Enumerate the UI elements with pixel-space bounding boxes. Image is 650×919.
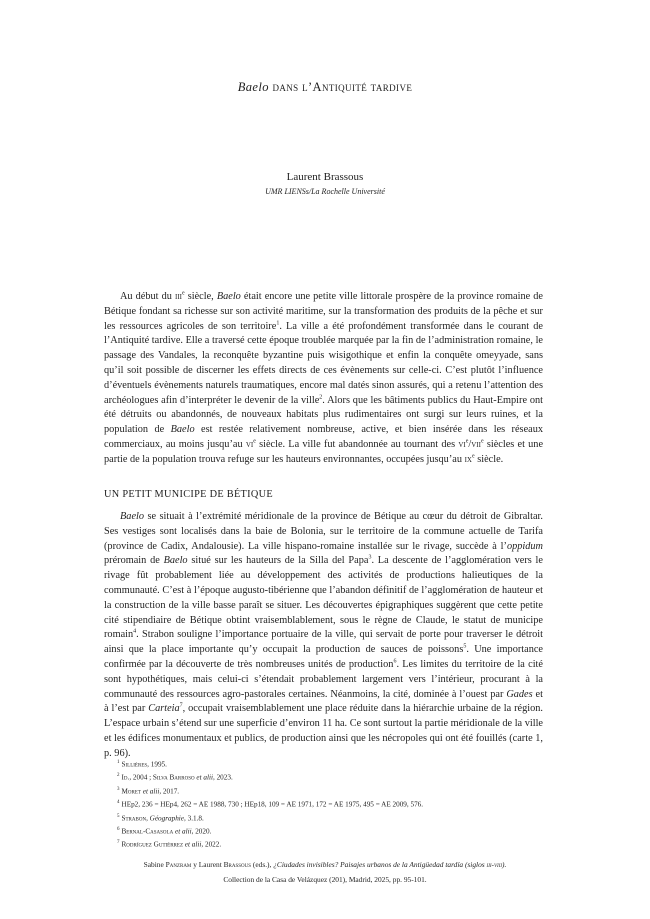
text: y Laurent <box>191 860 224 869</box>
text: , 2004 ; <box>129 773 153 782</box>
text: . Alors que les bâtiments publics du Haut-Empire ont été détruits ou abandonnés, de nouveaux habitats plus rudimentaires ont surgi sur leurs ruines, et la population de <box>104 394 544 436</box>
text: , <box>146 813 150 822</box>
text: siècle. La ville fut abandonnée au tournant des <box>255 438 459 450</box>
text: . Strabon souligne l’importance portuaire de la ville, qui servait de porte pour traverser le détroit ainsi que la place importante qu’y occupait la production de sauces de poissons <box>104 629 543 656</box>
footnote <box>117 770 537 783</box>
section-paragraph <box>104 510 543 762</box>
text: est restée relativement nombreuse, active, et bien insérée dans les réseaux commerciaux, au moins jusqu’au <box>104 424 544 450</box>
text: Sabine <box>143 860 166 869</box>
text: . Une importance confirmée par la découverte de très nombreuses unités de production <box>104 644 544 670</box>
text: . La ville a été profondément transformée dans le courant de l’Antiquité tardive. Elle a traversé cette époque troublée marquée par la fin de l’administration romaine, le passage des Vandales, la reconquête byzantine puis wisigothique et enfin la conquête omeyyade, sans qu’il soit possible de discerner les effets directs de ces évènements sur celle-ci. C’est plutôt l’influence d’éventuels évènements naturels traumatiques, encore mal datés sinon assurés, qui a retenu l’attention des archéologues afin d’interpréter le devenir de la ville <box>104 320 543 406</box>
footnote <box>117 824 537 837</box>
text: . La descente de l’agglomération vers le rivage fût probablement liée au développement des activités de productions halieutiques de la communauté. C’est à l’époque augusto-tibérienne que l’abandon définitif de l’agglomération de hauteur et la construction de la ville basse paraît se situer. Les découvertes épigraphiques suggèrent que cette petite cité stipendiaire de Bétique obtint vraisemblablement, sous le règne de Claude, le statut de municipe romain <box>104 555 543 641</box>
superscript: e <box>253 438 256 445</box>
footnote-number: 7 <box>117 840 120 846</box>
century-numeral: iii <box>174 291 182 302</box>
text: , 2022. <box>201 840 222 849</box>
author-name: Sillières <box>121 760 148 769</box>
title-rest: dans l’Antiquité tardive <box>268 80 413 94</box>
text: préromain de <box>104 555 164 567</box>
footnote <box>117 757 537 770</box>
italic-text: Baelo <box>216 291 241 302</box>
footnote-number: 6 <box>117 826 120 832</box>
footnote <box>117 784 537 797</box>
article-title <box>0 80 650 95</box>
italic-text: Baelo <box>120 511 145 522</box>
superscript: e <box>480 438 484 445</box>
text: siècle, <box>184 291 217 302</box>
title-italic: Baelo <box>237 80 269 94</box>
footer-citation <box>0 860 650 869</box>
text: ). <box>502 860 507 869</box>
century-numeral: ix <box>464 453 472 465</box>
footnote-ref[interactable]: 2 <box>319 394 323 401</box>
text: , 2017. <box>159 787 180 796</box>
text: , 3.1.8. <box>184 813 204 822</box>
footnote-number: 2 <box>117 773 120 779</box>
italic-text: Géographie <box>149 813 184 822</box>
book-title: ¿Ciudades invisibles? Paisajes urbanos de la Antigüedad tardía (siglos <box>273 860 487 869</box>
text: et à l’est par <box>104 688 543 715</box>
italic-text: Baelo <box>170 424 195 436</box>
text: , 2023. <box>212 773 233 782</box>
intro-paragraph <box>104 290 543 468</box>
italic-text: Baelo <box>163 555 188 567</box>
text: , 1995. <box>147 760 167 769</box>
text: siècle. <box>474 453 504 465</box>
footnotes <box>117 757 537 851</box>
author-name: Rodríguez Gutiérrez <box>121 840 183 849</box>
text: , 2020. <box>191 827 212 836</box>
footnote <box>117 797 537 810</box>
author-name: Bernal-Casasola <box>121 827 174 836</box>
editor-name: Panzram <box>165 860 192 869</box>
italic-text: et alii <box>183 840 202 849</box>
footnote-number: 4 <box>117 800 120 806</box>
author-name: Laurent Brassous <box>286 171 364 183</box>
text: était encore une petite ville littorale prospère de la province romaine de Bétique fondant sa richesse sur son activité maritime, sur la transformation des produits de la pêche et sur les ressources agricoles de son territoire <box>104 291 543 332</box>
italic-text: et alii <box>194 773 213 782</box>
author-name: Silva Barroso <box>152 773 195 782</box>
author-affiliation: UMR LIENSs/La Rochelle Université <box>265 187 385 196</box>
italic-text: Carteia <box>148 703 180 715</box>
footnote-ref[interactable]: 4 <box>133 628 137 635</box>
italic-text: et alii <box>140 787 160 796</box>
footnote-ref[interactable]: 6 <box>393 658 397 665</box>
footer-collection: Collection de la Casa de Velázquez (201), Madrid, 2025, pp. 95-101. <box>223 875 427 884</box>
section-heading: UN PETIT MUNICIPE DE BÉTIQUE <box>104 489 273 500</box>
author-name: Moret <box>121 787 141 796</box>
italic-text: et alii <box>173 827 192 836</box>
author-name: Strabon <box>121 813 147 822</box>
text: siècles et une partie de la population trouva refuge sur les hauteurs environnantes, occupées jusqu’au <box>104 438 544 465</box>
text: , occupait vraisemblablement une place réduite dans la hiérarchie urbaine de la région. L’espace urbain s’étend sur une superficie d’environ 11 ha. Ce sont surtout la partie méridionale de la ville et les édifices monumentaux et publics, de production ainsi que les nécropoles qui ont été fouillés (carte 1, p. 96). <box>104 703 543 759</box>
century-numeral: vi <box>458 438 466 450</box>
footnote-ref[interactable]: 7 <box>179 702 183 709</box>
text: (eds.), <box>251 860 274 869</box>
text: HEp2, 236 = HEp4, 262 = AE 1988, 730 ; HEp18, 109 = AE 1971, 172 = AE 1975, 495 = AE 2009, 576. <box>121 800 424 809</box>
author-name: Id. <box>121 773 130 782</box>
text: . Les limites du territoire de la cité sont hypothétiques, mais celui-ci s’étendait probablement largement vers l’intérieur, procurant à la communauté des ressources agro-pastorales certaines. Néanmoins, la cité, dominée à l’ouest par <box>104 658 543 700</box>
editor-name: Brassous <box>223 860 252 869</box>
italic-text: oppidum <box>506 540 543 552</box>
text: se situait à l’extrémité méridionale de la province de Bétique au cœur du détroit de Gibraltar. Ses vestiges sont localisés dans la baie de Bolonia, sur le territoire de la commune actuelle de Tarifa (province de Cadix, Andalousie). La ville hispano-romaine installée sur le rivage, succède à l’ <box>104 511 543 552</box>
text: / <box>468 438 472 450</box>
footnote <box>117 811 537 824</box>
footnote-ref[interactable]: 1 <box>276 320 280 327</box>
superscript: e <box>181 290 185 297</box>
italic-text: Gades <box>506 688 533 700</box>
footnote-number: 5 <box>117 813 120 819</box>
footnote <box>117 837 537 850</box>
superscript: e <box>465 438 469 445</box>
footnote-ref[interactable]: 5 <box>463 643 467 650</box>
text: Au début du <box>120 291 175 302</box>
century-numeral: vii <box>471 438 481 450</box>
footnote-number: 1 <box>117 760 120 765</box>
footnote-ref[interactable]: 3 <box>368 554 372 561</box>
footnote-number: 3 <box>117 786 120 792</box>
century-numeral: vi <box>245 438 254 450</box>
superscript: e <box>471 453 475 460</box>
text: situé sur les hauteurs de la Silla del Papa <box>187 555 369 567</box>
century-range: iii-viii <box>486 860 503 869</box>
